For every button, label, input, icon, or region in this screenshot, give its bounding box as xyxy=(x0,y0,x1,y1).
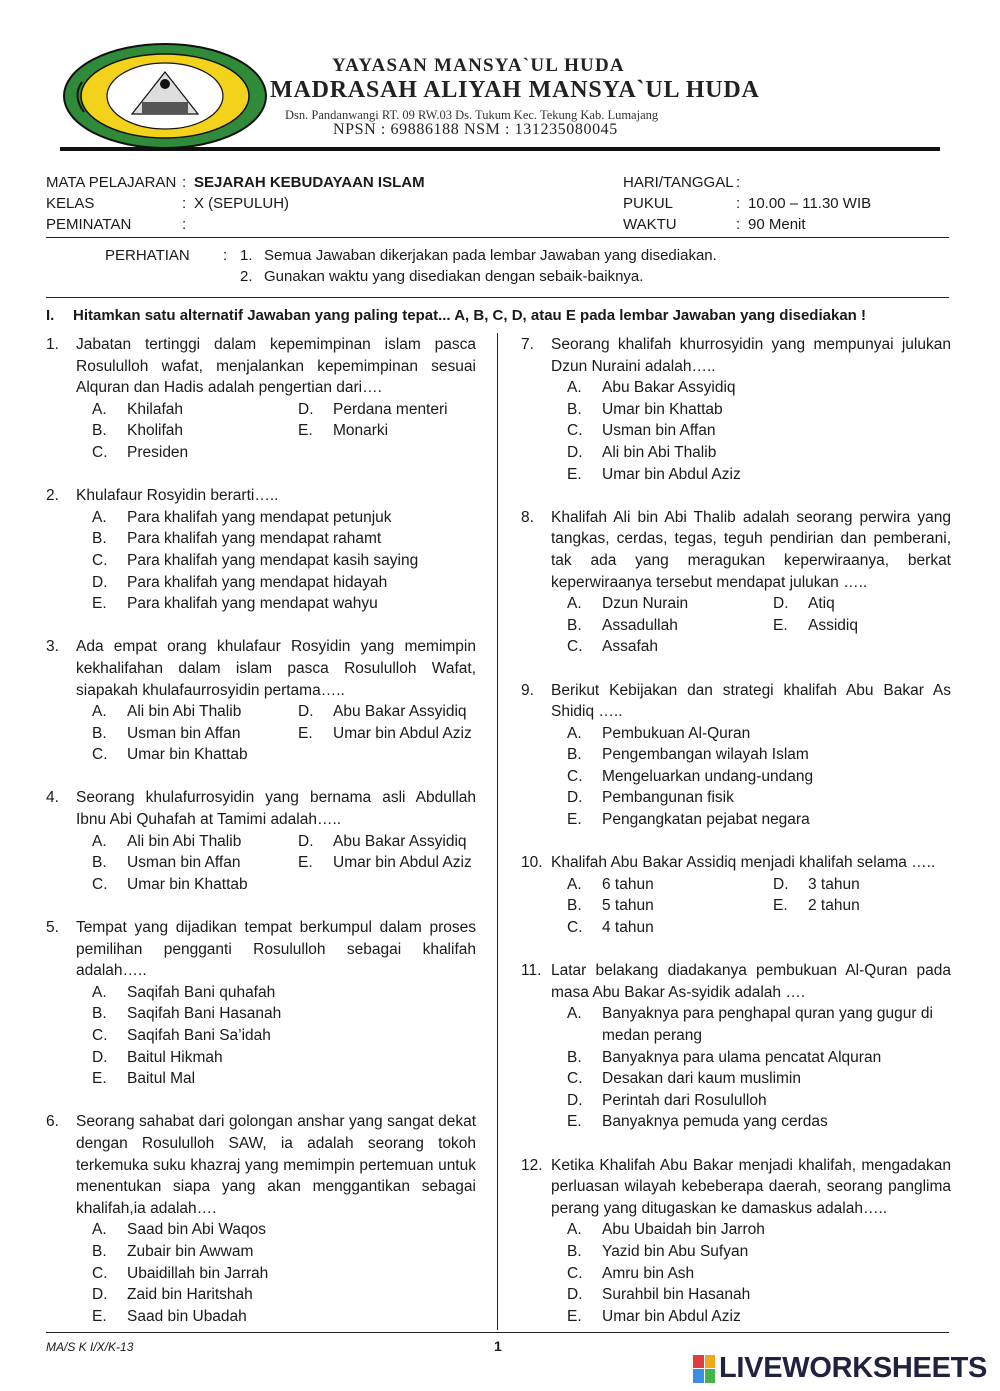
question-text: Seorang sahabat dari golongan anshar yang sangat dekat dengan Rosululloh SAW, ia adalah seorang tokoh terkemuka suku khazraj yang memimpin pertemuan untuk menentukan siapa yang akan menggantikan sebagai khalifah,ia adalah…. xyxy=(76,1113,476,1217)
option-letter: B. xyxy=(567,897,582,915)
question-text: Khulafaur Rosyidin berarti….. xyxy=(76,487,279,505)
option-text: Assadullah xyxy=(602,616,678,634)
option-text: Umar bin Abdul Aziz xyxy=(602,1307,741,1325)
option-letter: B. xyxy=(92,854,107,872)
info-divider xyxy=(46,237,949,238)
question-number: 9. xyxy=(521,681,534,699)
question-number: 5. xyxy=(46,919,59,937)
question-number: 7. xyxy=(521,336,534,353)
exam-info-left xyxy=(46,172,606,235)
attention-number: 1. xyxy=(240,247,253,264)
option-letter: D. xyxy=(92,1286,108,1304)
option-letter: A. xyxy=(567,875,582,893)
option-letter: B. xyxy=(567,616,582,634)
answer-option[interactable] xyxy=(567,809,951,831)
option-text: Ali bin Abi Thalib xyxy=(602,443,717,461)
option-text: Surahbil bin Hasanah xyxy=(602,1286,751,1304)
answer-option[interactable] xyxy=(92,550,476,572)
question-text: Ketika Khalifah Abu Bakar menjadi khalifah, mengadakan perluasan wilayah kebeberapa daerah, seorang panglima perang yang ditugaskan ke damaskus adalah….. xyxy=(551,1156,951,1217)
answer-option[interactable] xyxy=(567,1047,951,1069)
question xyxy=(521,334,951,485)
section-instruction xyxy=(46,307,956,324)
answer-option[interactable] xyxy=(92,1003,476,1025)
option-letter: B. xyxy=(92,1242,107,1260)
info-colon: : xyxy=(182,216,187,233)
question-number: 3. xyxy=(46,638,59,656)
option-text: Baitul Mal xyxy=(127,1070,196,1088)
answer-option[interactable] xyxy=(92,507,476,529)
attention-colon: : xyxy=(223,247,228,264)
question xyxy=(521,507,951,658)
option-letter: D. xyxy=(567,443,583,461)
option-text: Umar bin Khattab xyxy=(127,875,248,893)
question xyxy=(521,1155,951,1328)
question-text: Jabatan tertinggi dalam kepemimpinan islam pasca Rosululloh wafat, menjalankan kepemimpinan sesuai Alquran dan Hadis adalah pengertian dari…. xyxy=(76,336,476,397)
info-label: PUKUL xyxy=(623,195,674,212)
info-colon: : xyxy=(736,216,741,233)
answer-options xyxy=(92,982,476,1090)
option-letter: B. xyxy=(567,1242,582,1260)
option-letter: C. xyxy=(567,638,583,656)
info-row-subject xyxy=(46,172,606,193)
foundation-name: YAYASAN MANSYA`UL HUDA xyxy=(332,55,625,76)
option-text: Para khalifah yang mendapat hidayah xyxy=(127,573,388,591)
attention-label: PERHATIAN xyxy=(105,247,190,264)
answer-option[interactable] xyxy=(567,874,773,896)
answer-option[interactable] xyxy=(92,572,476,594)
attention-list xyxy=(240,245,717,287)
question-number: 1. xyxy=(46,336,59,353)
option-text: Umar bin Abdul Aziz xyxy=(602,465,741,483)
question xyxy=(46,636,476,766)
option-letter: C. xyxy=(567,422,583,440)
option-letter: B. xyxy=(92,530,107,548)
answer-option[interactable] xyxy=(773,874,951,896)
answer-option[interactable] xyxy=(298,399,476,421)
school-address: Dsn. Pandanwangi RT. 09 RW.03 Ds. Tukum Kec. Tekung Kab. Lumajang xyxy=(285,108,659,122)
info-row-date xyxy=(623,172,953,193)
info-colon: : xyxy=(736,195,741,212)
question xyxy=(46,485,476,615)
option-letter: D. xyxy=(92,1048,108,1066)
attention-item xyxy=(240,266,717,287)
option-letter: A. xyxy=(92,400,107,418)
option-text: Kholifah xyxy=(127,422,184,440)
answer-option[interactable] xyxy=(773,895,951,917)
option-letter: D. xyxy=(298,703,314,721)
info-colon: : xyxy=(736,174,741,191)
option-text: Pengembangan wilayah Islam xyxy=(602,746,809,764)
option-text: 4 tahun xyxy=(602,919,654,937)
option-text: Para khalifah yang mendapat petunjuk xyxy=(127,508,392,526)
option-letter: E. xyxy=(773,897,788,915)
answer-option[interactable] xyxy=(92,420,298,442)
answer-options xyxy=(92,399,476,464)
option-letter: E. xyxy=(567,811,582,829)
option-text: 2 tahun xyxy=(808,897,860,915)
answer-option[interactable] xyxy=(92,1025,476,1047)
header-divider xyxy=(60,147,940,151)
option-letter: E. xyxy=(567,465,582,483)
answer-option[interactable] xyxy=(567,1284,951,1306)
answer-option[interactable] xyxy=(567,442,951,464)
answer-option[interactable] xyxy=(298,701,476,723)
option-letter: E. xyxy=(92,1307,107,1325)
option-text: Abu Bakar Assyidiq xyxy=(333,832,467,850)
option-letter: A. xyxy=(567,724,582,742)
option-letter: C. xyxy=(92,443,108,461)
attention-item xyxy=(240,245,717,266)
question-text: Seorang khulafurrosyidin yang bernama asli Abdullah Ibnu Abi Quhafah at Tamimi adalah….. xyxy=(76,789,476,829)
question xyxy=(521,852,951,938)
answer-option[interactable] xyxy=(298,420,476,442)
answer-option[interactable] xyxy=(92,1284,476,1306)
option-text: 5 tahun xyxy=(602,897,654,915)
option-text: Atiq xyxy=(808,595,835,613)
info-label: HARI/TANGGAL xyxy=(623,174,734,191)
option-letter: A. xyxy=(92,703,107,721)
option-letter: E. xyxy=(92,595,107,613)
question-number: 10. xyxy=(521,854,543,872)
option-text: Usman bin Affan xyxy=(127,854,241,872)
answer-option[interactable] xyxy=(92,1219,476,1241)
info-value: 10.00 – 11.30 WIB xyxy=(748,195,872,212)
questions-right-column xyxy=(521,334,951,1349)
answer-option[interactable] xyxy=(92,874,298,896)
question-number: 4. xyxy=(46,789,59,807)
document-code: MA/S K I/X/K-13 xyxy=(46,1340,134,1354)
option-text: Para khalifah yang mendapat wahyu xyxy=(127,595,378,613)
question-text: Khalifah Abu Bakar Assidiq menjadi khalifah selama ….. xyxy=(551,854,936,872)
option-text: Perintah dari Rosululloh xyxy=(602,1091,767,1109)
option-letter: D. xyxy=(773,595,789,613)
option-text: Ali bin Abi Thalib xyxy=(127,832,242,850)
answer-option[interactable] xyxy=(567,377,951,399)
answer-option[interactable] xyxy=(567,1263,951,1285)
question-number: 6. xyxy=(46,1113,59,1131)
option-letter: D. xyxy=(567,789,583,807)
option-letter: A. xyxy=(567,1005,582,1023)
answer-options xyxy=(92,831,476,896)
question xyxy=(46,334,476,464)
option-text: Saad bin Abi Waqos xyxy=(127,1221,267,1239)
answer-options xyxy=(567,723,951,831)
info-label: WAKTU xyxy=(623,216,677,233)
answer-option[interactable] xyxy=(567,636,773,658)
option-text: 3 tahun xyxy=(808,875,860,893)
column-divider xyxy=(497,333,498,1330)
option-text: Yazid bin Abu Sufyan xyxy=(602,1242,749,1260)
option-text: Dzun Nurain xyxy=(602,595,689,613)
liveworksheets-logo-text: LIVEWORKSHEETS xyxy=(719,1352,988,1384)
option-text: Ubaidillah bin Jarrah xyxy=(127,1264,269,1282)
attention-divider xyxy=(46,297,949,298)
option-letter: D. xyxy=(567,1286,583,1304)
option-letter: D. xyxy=(298,400,314,418)
page-number: 1 xyxy=(494,1338,502,1354)
info-value: 90 Menit xyxy=(748,216,806,233)
option-text: Usman bin Affan xyxy=(602,422,716,440)
question xyxy=(46,787,476,895)
exam-info-right xyxy=(623,172,953,235)
option-letter: E. xyxy=(298,854,313,872)
option-letter: E. xyxy=(92,1070,107,1088)
option-text: Zubair bin Awwam xyxy=(127,1242,254,1260)
school-registration: NPSN : 69886188 NSM : 131235080045 xyxy=(333,121,618,138)
liveworksheets-brand[interactable] xyxy=(693,1352,987,1385)
answer-option[interactable] xyxy=(567,1111,951,1133)
question-text: Tempat yang dijadikan tempat berkumpul dalam proses pemilihan pengganti Rosululloh sebagai khalifah adalah….. xyxy=(76,919,476,980)
attention-number: 2. xyxy=(240,268,253,285)
question-text: Ada empat orang khulafaur Rosyidin yang memimpin kekhalifahan dalam islam pasca Rosululloh Wafat, siapakah khulafaurrosyidin pertama….. xyxy=(76,638,476,699)
option-letter: E. xyxy=(773,616,788,634)
answer-option[interactable] xyxy=(92,1241,476,1263)
option-letter: B. xyxy=(567,746,582,764)
option-text: Usman bin Affan xyxy=(127,724,241,742)
option-letter: D. xyxy=(773,875,789,893)
question-text: Seorang khalifah khurrosyidin yang mempunyai julukan Dzun Nuraini adalah….. xyxy=(551,336,951,375)
question-text: Latar belakang diadakanya pembukuan Al-Quran pada masa Abu Bakar As-syidik adalah …. xyxy=(551,962,951,1001)
option-text: Banyaknya para ulama pencatat Alquran xyxy=(602,1048,882,1066)
option-letter: A. xyxy=(92,832,107,850)
option-text: Umar bin Abdul Aziz xyxy=(333,724,472,742)
option-letter: E. xyxy=(567,1307,582,1325)
option-text: Assafah xyxy=(602,638,659,656)
question-number: 8. xyxy=(521,508,534,526)
option-text: Perdana menteri xyxy=(333,400,448,418)
answer-option[interactable] xyxy=(92,831,298,853)
answer-option[interactable] xyxy=(92,399,298,421)
answer-option[interactable] xyxy=(92,1306,476,1328)
option-letter: C. xyxy=(92,746,108,764)
info-label: MATA PELAJARAN xyxy=(46,174,177,191)
option-letter: C. xyxy=(567,1070,583,1088)
option-letter: A. xyxy=(92,508,107,526)
option-text: Saqifah Bani quhafah xyxy=(127,983,276,1001)
option-letter: C. xyxy=(567,767,583,785)
answer-option[interactable] xyxy=(567,593,773,615)
answer-option[interactable] xyxy=(567,1068,951,1090)
liveworksheets-icon xyxy=(693,1355,715,1383)
attention-text: Semua Jawaban dikerjakan pada lembar Jawaban yang disediakan. xyxy=(264,247,717,264)
answer-option[interactable] xyxy=(298,723,476,745)
info-label: PEMINATAN xyxy=(46,216,132,233)
option-text: Umar bin Abdul Aziz xyxy=(333,854,472,872)
option-letter: D. xyxy=(567,1091,583,1109)
option-text: Para khalifah yang mendapat kasih saying xyxy=(127,551,419,569)
question-number: 12. xyxy=(521,1156,543,1174)
answer-option[interactable] xyxy=(567,1241,951,1263)
question-text: Berikut Kebijakan dan strategi khalifah Abu Bakar As Shidiq ….. xyxy=(551,681,951,721)
option-letter: C. xyxy=(567,1264,583,1282)
answer-option[interactable] xyxy=(567,917,773,939)
answer-option[interactable] xyxy=(567,766,951,788)
option-text: Banyaknya pemuda yang cerdas xyxy=(602,1113,828,1131)
option-text: Amru bin Ash xyxy=(602,1264,695,1282)
question-number: 2. xyxy=(46,487,59,505)
school-logo xyxy=(62,42,268,150)
option-letter: B. xyxy=(92,422,107,440)
option-text: Para khalifah yang mendapat rahamt xyxy=(127,530,382,548)
info-value: SEJARAH KEBUDAYAAN ISLAM xyxy=(194,174,425,191)
info-row-duration xyxy=(623,214,953,235)
answer-option[interactable] xyxy=(567,787,951,809)
option-letter: C. xyxy=(92,875,108,893)
question xyxy=(521,680,951,831)
option-letter: E. xyxy=(298,422,313,440)
option-letter: B. xyxy=(92,724,107,742)
info-row-time xyxy=(623,193,953,214)
answer-option[interactable] xyxy=(92,852,298,874)
option-letter: C. xyxy=(92,1264,108,1282)
answer-option[interactable] xyxy=(92,442,298,464)
questions-left-column xyxy=(46,334,476,1349)
answer-option[interactable] xyxy=(92,982,476,1004)
option-letter: A. xyxy=(567,595,582,613)
option-letter: C. xyxy=(567,919,583,937)
option-letter: A. xyxy=(92,983,107,1001)
option-text: 6 tahun xyxy=(602,875,654,893)
option-text: Abu Ubaidah bin Jarroh xyxy=(602,1221,765,1239)
answer-options xyxy=(92,1219,476,1327)
option-letter: A. xyxy=(92,1221,107,1239)
option-letter: D. xyxy=(298,832,314,850)
option-letter: C. xyxy=(92,1027,108,1044)
answer-option[interactable] xyxy=(773,593,951,615)
info-row-class xyxy=(46,193,606,214)
option-letter: B. xyxy=(92,1005,107,1023)
answer-option[interactable] xyxy=(567,399,951,421)
option-letter: C. xyxy=(92,551,108,569)
question-text: Khalifah Ali bin Abi Thalib adalah seorang perwira yang tangkas, cerdas, tegas, teguh pendirian dan pemberani, tak ada yang meragukan keperwiraanya, berkat keperwiraanya tersebut mendapat julukan ….. xyxy=(551,508,951,591)
option-text: Zaid bin Haritshah xyxy=(127,1286,253,1304)
answer-options xyxy=(567,874,951,939)
question-number: 11. xyxy=(521,962,542,980)
answer-options xyxy=(92,701,476,766)
answer-options xyxy=(92,507,476,615)
option-text: Umar bin Khattab xyxy=(602,400,723,418)
section-text: Hitamkan satu alternatif Jawaban yang paling tepat... A, B, C, D, atau E pada lembar Jawaban yang disediakan ! xyxy=(73,307,866,324)
answer-option[interactable] xyxy=(567,420,951,442)
option-letter: B. xyxy=(567,1048,582,1066)
option-text: Monarki xyxy=(333,422,389,440)
school-name: MADRASAH ALIYAH MANSYA`UL HUDA xyxy=(270,77,760,103)
info-colon: : xyxy=(182,195,187,212)
option-text: Baitul Hikmah xyxy=(127,1048,223,1066)
option-letter: E. xyxy=(567,1113,582,1131)
option-letter: A. xyxy=(567,379,582,397)
option-letter: A. xyxy=(567,1221,582,1239)
option-text: Saqifah Bani Sa’idah xyxy=(127,1027,271,1044)
answer-option[interactable] xyxy=(92,723,298,745)
option-text: Pembukuan Al-Quran xyxy=(602,724,751,742)
option-text: Khilafah xyxy=(127,400,184,418)
answer-option[interactable] xyxy=(567,464,951,486)
answer-option[interactable] xyxy=(567,1090,951,1112)
answer-option[interactable] xyxy=(92,701,298,723)
section-number: I. xyxy=(46,307,55,324)
option-text: Mengeluarkan undang-undang xyxy=(602,767,814,785)
option-text: Saqifah Bani Hasanah xyxy=(127,1005,282,1023)
option-text: Assidiq xyxy=(808,616,858,634)
answer-option[interactable] xyxy=(92,1263,476,1285)
answer-option[interactable] xyxy=(298,831,476,853)
answer-options xyxy=(567,593,951,658)
option-text: Desakan dari kaum muslimin xyxy=(602,1070,801,1088)
info-row-major xyxy=(46,214,606,235)
info-value: X (SEPULUH) xyxy=(194,195,290,212)
answer-option[interactable] xyxy=(92,744,298,766)
info-colon: : xyxy=(182,174,187,191)
answer-options xyxy=(567,1219,951,1327)
answer-option[interactable] xyxy=(567,1003,951,1046)
option-text: Abu Bakar Assyidiq xyxy=(602,379,736,397)
answer-options xyxy=(567,1003,951,1133)
option-text: Abu Bakar Assyidiq xyxy=(333,703,467,721)
option-text: Pembangunan fisik xyxy=(602,789,734,807)
answer-option[interactable] xyxy=(567,723,951,745)
answer-option[interactable] xyxy=(92,528,476,550)
option-text: Banyaknya para penghapal quran yang gugur di medan perang xyxy=(602,1005,933,1044)
option-letter: D. xyxy=(92,573,108,591)
option-text: Umar bin Khattab xyxy=(127,746,248,764)
option-text: Ali bin Abi Thalib xyxy=(127,703,242,721)
answer-option[interactable] xyxy=(773,615,951,637)
answer-option[interactable] xyxy=(567,895,773,917)
answer-option[interactable] xyxy=(567,1219,951,1241)
option-letter: B. xyxy=(567,400,582,418)
option-text: Pengangkatan pejabat negara xyxy=(602,811,810,829)
answer-options xyxy=(567,377,951,485)
question xyxy=(46,917,476,1090)
answer-option[interactable] xyxy=(567,1306,951,1328)
option-text: Saad bin Ubadah xyxy=(127,1307,247,1325)
answer-option[interactable] xyxy=(92,593,476,615)
option-text: Presiden xyxy=(127,443,189,461)
answer-option[interactable] xyxy=(567,615,773,637)
answer-option[interactable] xyxy=(92,1047,476,1069)
question xyxy=(521,960,951,1133)
footer-divider xyxy=(46,1332,949,1333)
info-label: KELAS xyxy=(46,195,95,212)
option-letter: E. xyxy=(298,724,313,742)
answer-option[interactable] xyxy=(298,852,476,874)
answer-option[interactable] xyxy=(92,1068,476,1090)
answer-option[interactable] xyxy=(567,744,951,766)
attention-text: Gunakan waktu yang disediakan dengan sebaik-baiknya. xyxy=(264,268,644,285)
question xyxy=(46,1111,476,1327)
